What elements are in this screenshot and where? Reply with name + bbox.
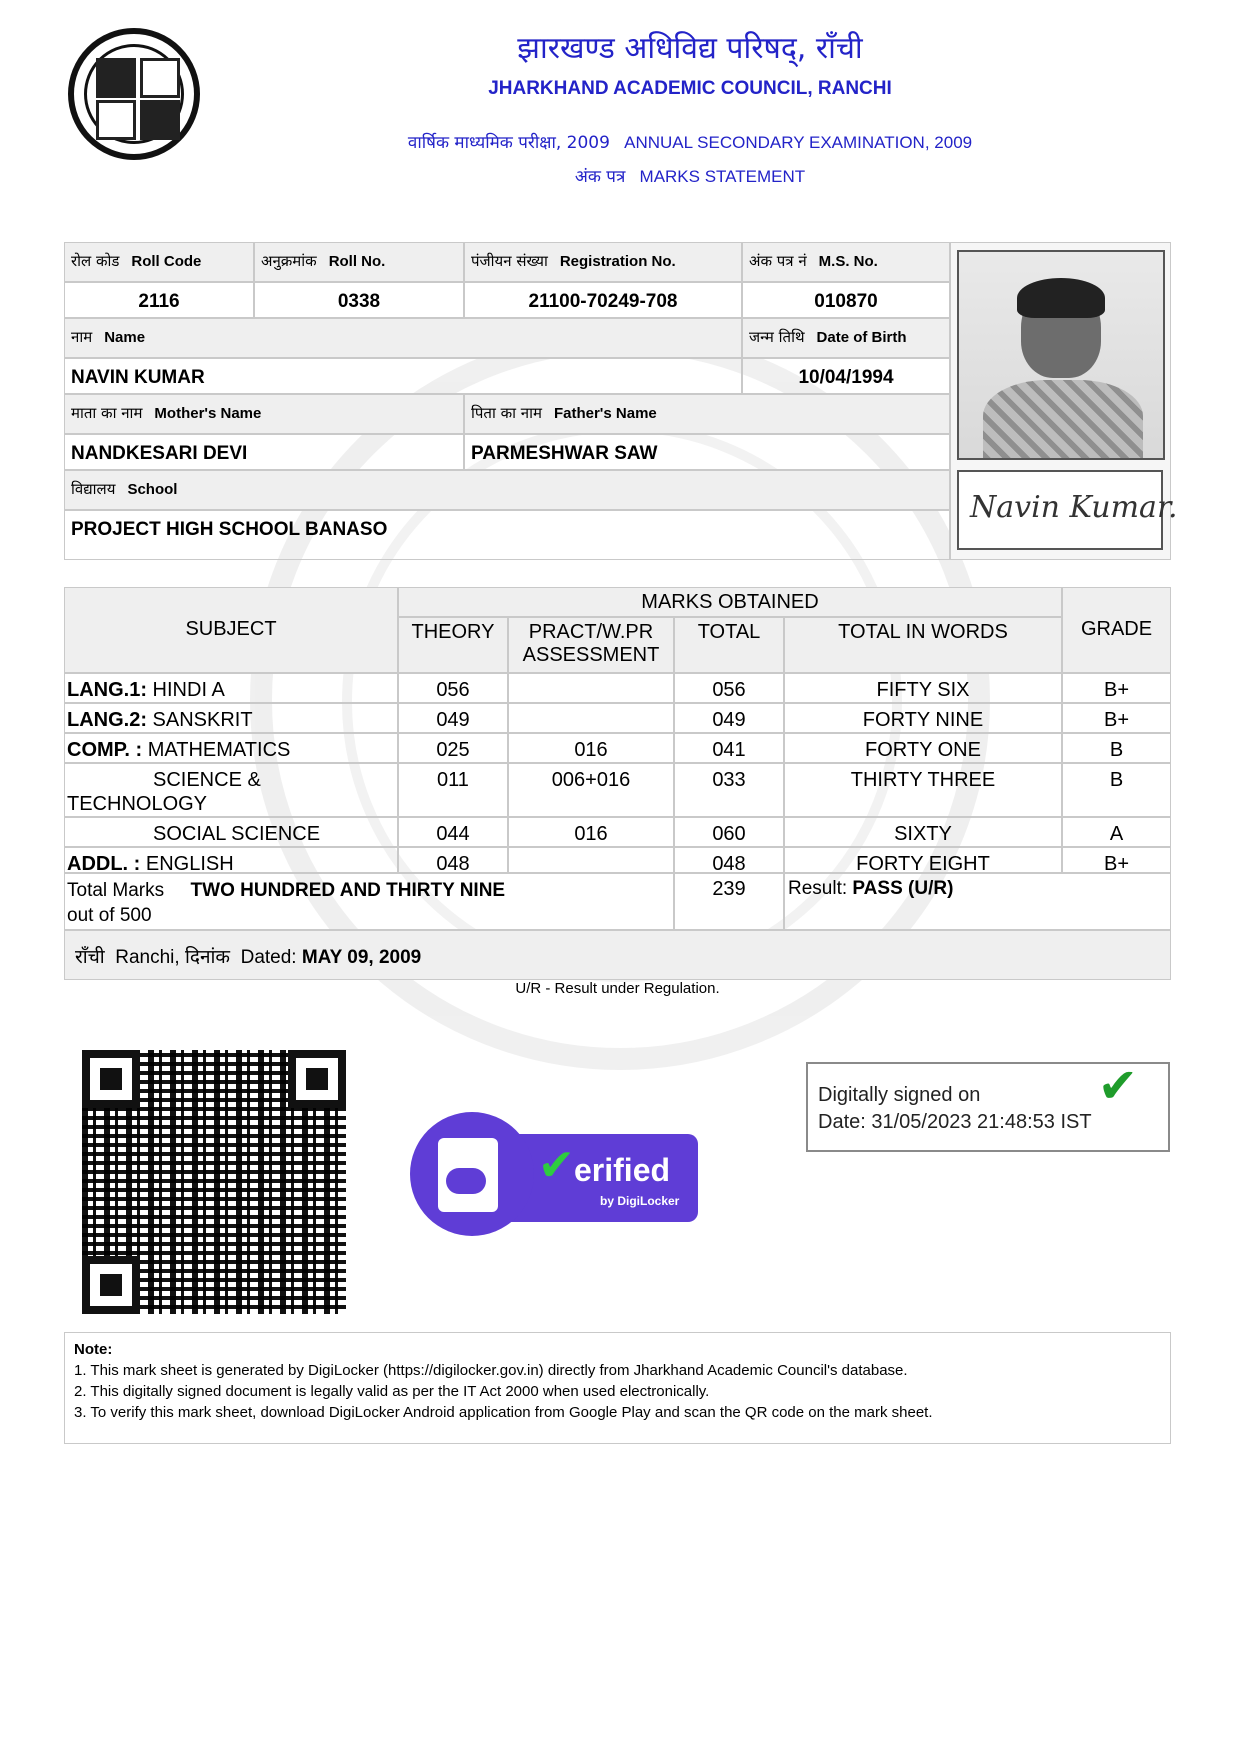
school-label: विद्यालय School — [64, 470, 950, 510]
verified-check-icon: ✔ — [538, 1141, 575, 1190]
grade-cell: B+ — [1062, 847, 1171, 873]
total-cell: 049 — [674, 703, 784, 733]
exam-title — [320, 130, 1060, 153]
father-name-label: पिता का नाम Father's Name — [464, 394, 950, 434]
result-label: Result: — [788, 878, 848, 899]
subject-name: SOCIAL SCIENCE — [153, 823, 321, 845]
words-cell: SIXTY — [784, 817, 1062, 847]
total-header: TOTAL — [674, 617, 784, 673]
name-value: NAVIN KUMAR — [64, 358, 742, 394]
total-cell: 041 — [674, 733, 784, 763]
words-cell: FORTY ONE — [784, 733, 1062, 763]
subject-group: LANG.2: — [67, 709, 147, 731]
pract-cell — [508, 703, 674, 733]
pract-cell: 016 — [508, 817, 674, 847]
total-cell: 056 — [674, 673, 784, 703]
note-item: 1. This mark sheet is generated by DigiLocker (https://digilocker.gov.in) directly from Jharkhand Academic Council's database. — [74, 1362, 908, 1379]
theory-cell: 011 — [398, 763, 508, 817]
pract-cell: 016 — [508, 733, 674, 763]
marks-obtained-header: MARKS OBTAINED — [398, 587, 1062, 617]
place-english: Ranchi, — [115, 947, 180, 968]
total-marks-words: TWO HUNDRED AND THIRTY NINE — [190, 880, 506, 901]
subject-cell — [64, 817, 398, 847]
subject-cell — [64, 673, 398, 703]
total-marks-label: Total Marks — [67, 880, 165, 901]
badge-word: erified — [574, 1152, 671, 1188]
result-value: PASS (U/R) — [852, 878, 954, 899]
signed-date-label: Date: — [818, 1111, 866, 1133]
subject-cell — [64, 847, 398, 873]
dated-value: MAY 09, 2009 — [301, 947, 422, 968]
pract-cell: 006+016 — [508, 763, 674, 817]
pract-cell — [508, 847, 674, 873]
ms-no-value: 010870 — [742, 282, 950, 318]
subject-cell — [64, 763, 398, 817]
registration-value: 21100-70249-708 — [464, 282, 742, 318]
result-cell — [784, 873, 1171, 930]
dob-value: 10/04/1994 — [742, 358, 950, 394]
council-name-english: JHARKHAND ACADEMIC COUNCIL, RANCHI — [488, 78, 892, 99]
badge-by: by DigiLocker — [600, 1194, 680, 1208]
roll-no-label: अनुक्रमांक Roll No. — [254, 242, 464, 282]
subject-header: SUBJECT — [64, 587, 398, 673]
subject-group: COMP. : — [67, 739, 143, 761]
name-label: नाम Name — [64, 318, 742, 358]
council-name-hindi: झारखण्ड अधिविद्य परिषद्, राँची — [517, 31, 863, 66]
grade-cell: B+ — [1062, 673, 1171, 703]
statement-title-hindi: अंक पत्र — [574, 167, 626, 187]
theory-cell: 044 — [398, 817, 508, 847]
result-regulation-note: U/R - Result under Regulation. — [515, 980, 720, 997]
notes-box — [64, 1332, 1171, 1444]
words-cell: FIFTY SIX — [784, 673, 1062, 703]
council-logo — [68, 28, 200, 160]
signature-valid-check-icon: ✔ — [1097, 1060, 1138, 1113]
statement-title-english: MARKS STATEMENT — [639, 167, 806, 186]
dated-label: Dated: — [240, 947, 297, 968]
subject-cell — [64, 703, 398, 733]
dated-hindi: दिनांक — [184, 946, 231, 968]
mother-name-label: माता का नाम Mother's Name — [64, 394, 464, 434]
subject-name: HINDI A — [147, 679, 225, 701]
signed-date-value: 31/05/2023 21:48:53 IST — [871, 1111, 1092, 1133]
total-words-header: TOTAL IN WORDS — [784, 617, 1062, 673]
total-out-of: out of 500 — [67, 905, 152, 926]
subject-name: ENGLISH — [140, 853, 234, 875]
grade-cell: B — [1062, 733, 1171, 763]
theory-cell: 025 — [398, 733, 508, 763]
grade-cell: B+ — [1062, 703, 1171, 733]
verification-qr-code[interactable] — [82, 1050, 346, 1314]
grade-cell: A — [1062, 817, 1171, 847]
total-cell: 060 — [674, 817, 784, 847]
registration-label: पंजीयन संख्या Registration No. — [464, 242, 742, 282]
mother-name-value: NANDKESARI DEVI — [64, 434, 464, 470]
pract-cell — [508, 673, 674, 703]
document-cloud-icon — [438, 1138, 498, 1212]
roll-no-value: 0338 — [254, 282, 464, 318]
total-cell: 048 — [674, 847, 784, 873]
subject-name: SCIENCE & TECHNOLOGY — [67, 769, 261, 815]
signed-line: Digitally signed on — [818, 1084, 981, 1106]
total-marks-value: 239 — [674, 873, 784, 930]
ms-no-label: अंक पत्र नं M.S. No. — [742, 242, 950, 282]
digilocker-verified-badge — [410, 1112, 700, 1236]
place-hindi: राँची — [75, 946, 105, 968]
digital-signature-box — [806, 1062, 1170, 1152]
student-photo — [957, 250, 1165, 460]
grade-cell: B — [1062, 763, 1171, 817]
words-cell: THIRTY THREE — [784, 763, 1062, 817]
subject-cell — [64, 733, 398, 763]
pract-header: PRACT/W.PR ASSESSMENT — [508, 617, 674, 673]
total-marks-cell — [64, 873, 674, 930]
subject-group: ADDL. : — [67, 853, 141, 875]
total-cell: 033 — [674, 763, 784, 817]
dob-label: जन्म तिथि Date of Birth — [742, 318, 950, 358]
subject-group: LANG.1: — [67, 679, 147, 701]
dated-row — [64, 930, 1171, 980]
roll-code-value: 2116 — [64, 282, 254, 318]
theory-header: THEORY — [398, 617, 508, 673]
theory-cell: 056 — [398, 673, 508, 703]
grade-header: GRADE — [1062, 587, 1171, 673]
subject-name: MATHEMATICS — [142, 739, 291, 761]
note-item: 3. To verify this mark sheet, download DigiLocker Android application from Google Play and scan the QR code on the mark sheet. — [74, 1404, 933, 1421]
school-value: PROJECT HIGH SCHOOL BANASO — [64, 510, 950, 560]
words-cell: FORTY EIGHT — [784, 847, 1062, 873]
statement-title — [400, 164, 980, 187]
exam-title-english: ANNUAL SECONDARY EXAMINATION, 2009 — [624, 133, 973, 152]
theory-cell: 048 — [398, 847, 508, 873]
notes-title: Note: — [74, 1341, 113, 1358]
subject-name: SANSKRIT — [147, 709, 253, 731]
words-cell: FORTY NINE — [784, 703, 1062, 733]
roll-code-label: रोल कोड Roll Code — [64, 242, 254, 282]
father-name-value: PARMESHWAR SAW — [464, 434, 950, 470]
note-item: 2. This digitally signed document is legally valid as per the IT Act 2000 when used electronically. — [74, 1383, 710, 1400]
theory-cell: 049 — [398, 703, 508, 733]
exam-title-hindi: वार्षिक माध्यमिक परीक्षा, 2009 — [407, 133, 610, 153]
student-signature: Navin Kumar. — [970, 490, 1178, 525]
